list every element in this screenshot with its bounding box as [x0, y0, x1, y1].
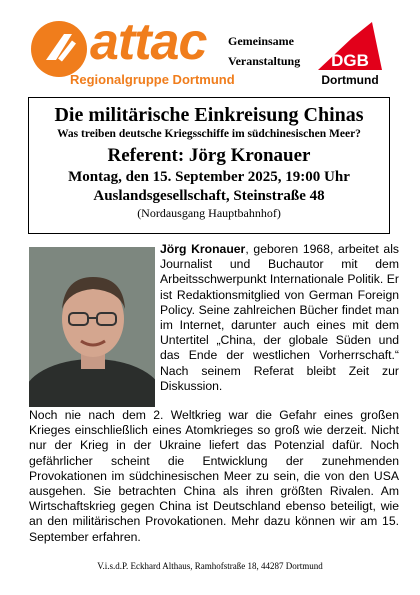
- event-venue: Auslandsgesellschaft, Steinstraße 48: [93, 188, 325, 204]
- body-paragraph: Noch nie nach dem 2. Weltkrieg war die Gefahr eines großen Krieges einschließlich eines Atomkrieges so groß wie derzeit. Nicht nur der Krieg in der Ukraine liefert das Potenzial dafür. Noch gefährlicher scheint die Entwicklung der zunehmenden Provokationen im südchinesischen Meer zu sein, die von den USA ausgehen. Sie betrachten China als ihren größten Rivalen. Am Wirtschaftskrieg gegen China ist Deutschland ebenso beteiligt, wie an den militärischen Provokationen. Mehr dazu können wir am 15. September erfahren.: [29, 408, 399, 544]
- attac-subtitle: Regionalgruppe Dortmund: [70, 72, 235, 87]
- dgb-subtitle: Dortmund: [321, 73, 379, 87]
- event-info-box: [28, 97, 390, 234]
- event-date: Montag, den 15. September 2025, 19:00 Uhr: [68, 169, 350, 185]
- dgb-logo: [310, 20, 390, 88]
- dgb-wordmark: DGB: [331, 51, 369, 70]
- event-venue-note: (Nordausgang Hauptbahnhof): [137, 206, 281, 220]
- speaker-photo: [29, 247, 155, 407]
- attac-emblem-icon: [30, 20, 88, 78]
- speaker-name: Jörg Kronauer: [160, 242, 246, 256]
- joint-event-line1: Gemeinsame: [228, 34, 294, 48]
- header: [0, 0, 420, 95]
- event-speaker: Referent: Jörg Kronauer: [107, 145, 311, 166]
- speaker-bio-text: , geboren 1968, arbeitet als Journalist und Buchautor mit dem Arbeitsschwerpunkt Internationale Politik. Er ist Redaktionsmitglied von German Foreign Policy. Seine zahlreichen Bücher findet man im Internet, darunter auch eines mit dem Untertitel „China, der globale Süden und das Ende der westlichen Vorherrschaft.“ Nach seinem Referat bleibt Zeit zur Diskussion.: [160, 242, 399, 393]
- imprint-footer: V.i.s.d.P. Eckhard Althaus, Ramhofstraße 18, 44287 Dortmund: [97, 561, 323, 571]
- joint-event-line2: Veranstaltung: [228, 54, 301, 68]
- attac-wordmark: attac: [90, 13, 207, 71]
- speaker-portrait-image: [29, 247, 155, 407]
- event-subtitle: Was treiben deutsche Kriegsschiffe im südchinesischen Meer?: [57, 128, 361, 140]
- speaker-bio: [160, 242, 399, 394]
- joint-event-label: [228, 31, 300, 71]
- event-title: Die militärische Einkreisung Chinas: [54, 104, 364, 126]
- dgb-flag-icon: [310, 20, 390, 72]
